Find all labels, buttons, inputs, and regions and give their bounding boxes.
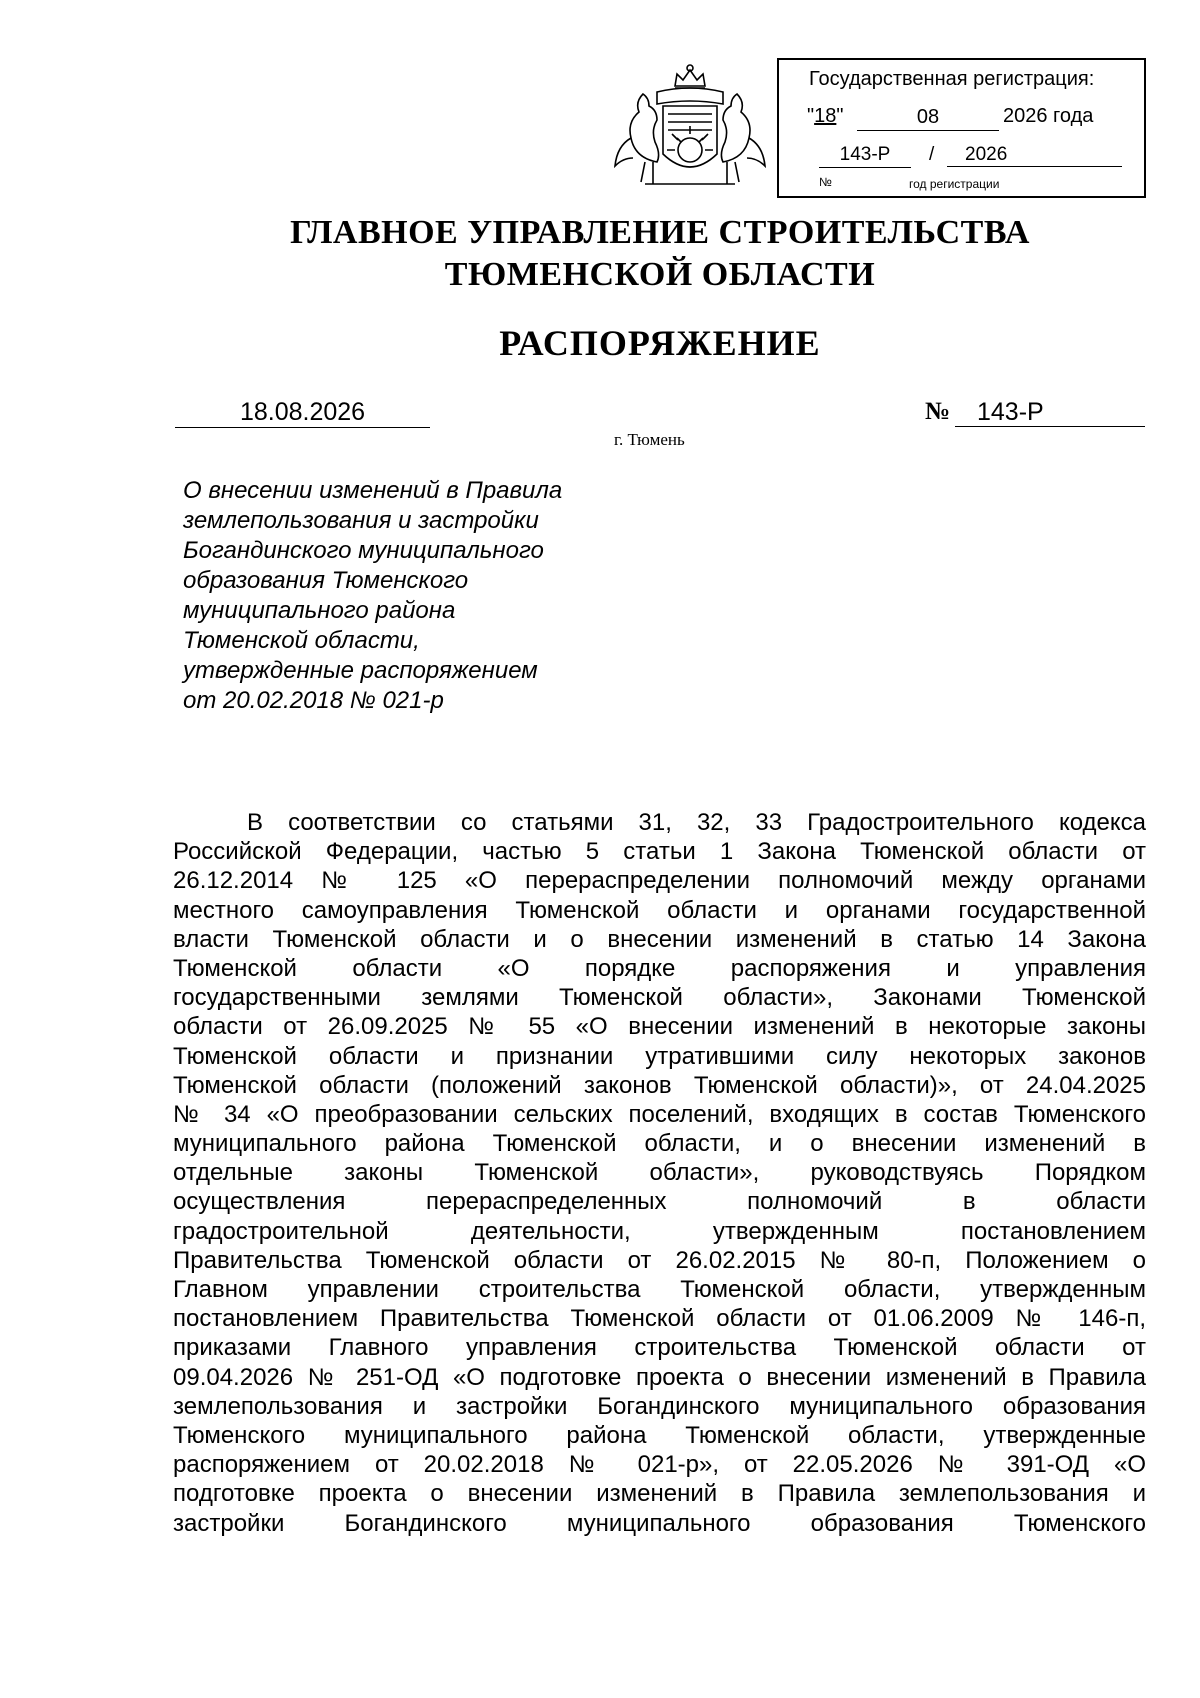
- organization-name-line-2: ТЮМЕНСКОЙ ОБЛАСТИ: [444, 256, 876, 293]
- body-line: приказами Главного управления строительства Тюменской области от: [173, 1334, 1146, 1362]
- body-line: Главном управлении строительства Тюменской области, утвержденным: [173, 1276, 1146, 1303]
- body-line: Тюменского муниципального района Тюменской области, утвержденные: [173, 1421, 1146, 1449]
- document-number-prefix: №: [925, 398, 951, 425]
- document-type: РАСПОРЯЖЕНИЕ: [499, 323, 821, 363]
- registration-title: Государственная регистрация:: [809, 68, 1095, 90]
- document-number: 143-Р: [955, 397, 1145, 427]
- body-line: № 34 «О преобразовании сельских поселений, входящих в состав Тюменского: [173, 1100, 1146, 1128]
- registration-day-value: 18: [814, 105, 837, 127]
- registration-year: 2026 года: [1003, 105, 1094, 127]
- registration-year-caption: год регистрации: [909, 177, 1000, 191]
- body-line: 26.12.2014 № 125 «О перераспределении полномочий между органами: [173, 867, 1146, 895]
- subject-line: утвержденные распоряжением: [183, 657, 538, 684]
- body-line: Российской Федерации, частью 5 статьи 1 Закона Тюменской области от: [173, 838, 1146, 866]
- subject-line: от 20.02.2018 № 021-р: [183, 687, 444, 714]
- body-line: Тюменской области «О порядке распоряжения и управления: [173, 954, 1146, 982]
- organization-name: [120, 212, 1200, 296]
- body-line: государственными землями Тюменской области», Законами Тюменской: [173, 984, 1146, 1012]
- document-body: [173, 808, 1146, 1538]
- subject-line: землепользования и застройки: [183, 507, 539, 534]
- body-line: постановлением Правительства Тюменской области от 01.06.2009 № 146-п,: [173, 1305, 1146, 1333]
- registration-number: 143-Р: [819, 143, 911, 168]
- body-line: Тюменской области и признании утратившими силу некоторых законов: [173, 1042, 1146, 1070]
- body-line: власти Тюменской области и о внесении изменений в статью 14 Закона: [173, 925, 1146, 953]
- document-date: 18.08.2026: [175, 397, 430, 428]
- body-line: 09.04.2026 № 251-ОД «О подготовке проекта о внесении изменений в Правила: [173, 1363, 1146, 1391]
- registration-stamp: [777, 58, 1146, 198]
- body-line: осуществления перераспределенных полномочий в области: [173, 1188, 1146, 1216]
- body-line: землепользования и застройки Богандинского муниципального образования: [173, 1392, 1146, 1420]
- registration-day: "18": [807, 105, 844, 127]
- body-line: Правительства Тюменской области от 26.02.2015 № 80-п, Положением о: [173, 1246, 1146, 1274]
- body-line: Тюменской области (положений законов Тюменской области)», от 24.04.2025: [173, 1071, 1146, 1099]
- registration-number-caption: №: [819, 175, 832, 189]
- body-line: застройки Богандинского муниципального образования Тюменского: [173, 1509, 1146, 1537]
- registration-month: 08: [857, 105, 999, 131]
- body-line: муниципального района Тюменской области, и о внесении изменений в: [173, 1130, 1146, 1158]
- subject-line: О внесении изменений в Правила: [183, 477, 563, 504]
- body-line: отдельные законы Тюменской области», руководствуясь Порядком: [173, 1159, 1146, 1187]
- body-line: области от 26.09.2025 № 55 «О внесении изменений в некоторые законы: [173, 1013, 1146, 1041]
- registration-slash: /: [929, 144, 935, 165]
- subject-line: Тюменской области,: [183, 627, 420, 654]
- registration-reg-year: 2026: [947, 143, 1122, 167]
- body-line: подготовке проекта о внесении изменений в Правила землепользования и: [173, 1480, 1146, 1508]
- body-line: распоряжением от 20.02.2018 № 021-р», от 22.05.2026 № 391-ОД «О: [173, 1451, 1146, 1479]
- subject-line: Богандинского муниципального: [183, 537, 544, 564]
- subject-line: муниципального района: [183, 597, 456, 624]
- body-line: местного самоуправления Тюменской области и органами государственной: [173, 896, 1146, 924]
- organization-name-line-1: ГЛАВНОЕ УПРАВЛЕНИЕ СТРОИТЕЛЬСТВА: [290, 214, 1030, 251]
- body-line: градостроительной деятельности, утвержденным постановлением: [173, 1217, 1146, 1245]
- subject-line: образования Тюменского: [183, 567, 469, 594]
- body-line: В соответствии со статьями 31, 32, 33 Градостроительного кодекса: [247, 809, 1146, 836]
- document-subject: [183, 476, 623, 716]
- coat-of-arms-emblem: [605, 62, 775, 190]
- document-city: г. Тюмень: [614, 430, 685, 449]
